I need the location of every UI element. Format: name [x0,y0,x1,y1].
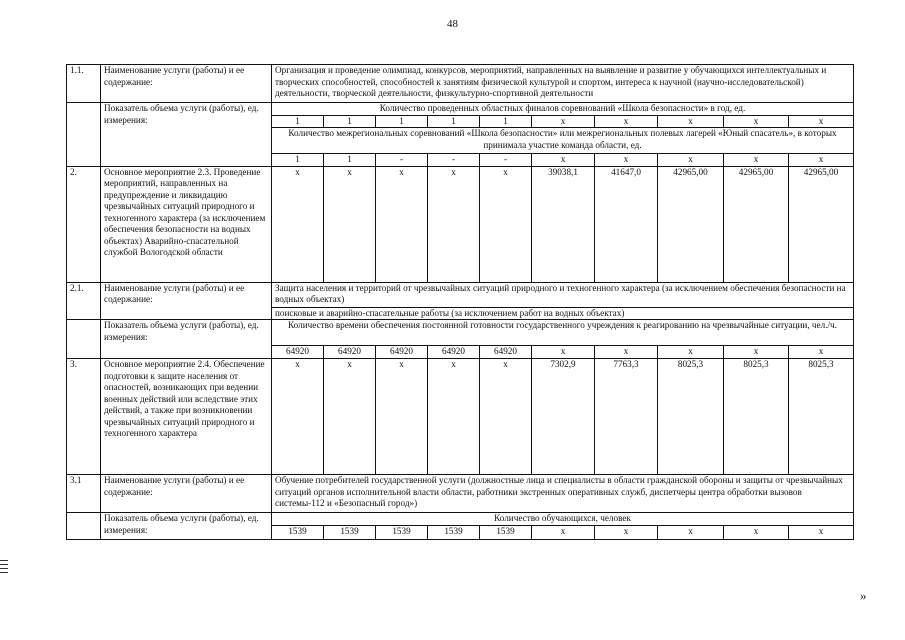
value-cell: х [658,115,724,128]
row-number: 1.1. [67,65,101,103]
program-table [66,64,854,540]
row-number: 3.1 [67,475,101,513]
value-cell: 1 [376,115,428,128]
value-cell: х [532,115,595,128]
value-cell: 41647,0 [595,166,658,282]
value-cell: х [595,346,658,359]
value-cell: 64920 [272,346,324,359]
value-cell: х [532,154,595,167]
service-name-text: Обучение потребителей государственной услуги (должностные лица и специалисты в области гражданской обороны и защиты от чрезвычайных ситуаций органов исполнительной власти области, работники экстренных оперативных служб, диспетчеры центра обработки вызовов системы-112 и «Безопасный город») [272,475,854,513]
value-cell: х [595,154,658,167]
value-cell: 1 [272,154,324,167]
indicator-title: Количество межрегиональных соревнований «Школа безопасности» или межрегиональных полевых лагерей «Юный спасатель», в которых принимала участие команда области, ед. [272,128,854,154]
row-2-1-ind-title [67,320,854,346]
value-cell: - [480,154,532,167]
value-cell: х [789,115,854,128]
value-cell: х [595,526,658,540]
value-cell: х [658,154,724,167]
value-cell: х [428,166,480,282]
value-cell: 8025,3 [789,359,854,475]
value-cell: х [324,166,376,282]
indicator-title: Количество времени обеспечения постоянной готовности государственного учреждения к реагированию на чрезвычайные ситуации, чел./ч. [272,320,854,346]
value-cell: 1 [324,115,376,128]
value-cell: 64920 [376,346,428,359]
value-cell: 1539 [428,526,480,540]
row-number: 3. [67,359,101,475]
page-number: 48 [447,18,458,30]
value-cell: 1539 [324,526,376,540]
value-cell: 1 [428,115,480,128]
value-cell: 64920 [480,346,532,359]
activity-text: Основное мероприятие 2.4. Обеспечение подготовки к защите населения от опасностей, возникающих при ведении военных действий или вследствие этих действий, а также при возникновении чрезвычайных ситуаций природного и техногенного характера [101,359,272,475]
value-cell: х [428,359,480,475]
service-name-text: Организация и проведение олимпиад, конкурсов, мероприятий, направленных на выявление и развитие у обучающихся интеллектуальных и творческих способностей, способностей к занятиям физической культурой и спортом, интереса к научной (научно-исследовательской) деятельности, творческой деятельности, физкультурно-спортивной деятельности [272,65,854,103]
row-1-1-ind1-title [67,103,854,116]
indicator-label: Показатель объема услуги (работы), ед. измерения: [101,513,272,540]
value-cell: х [789,526,854,540]
value-cell: 42965,00 [724,166,789,282]
value-cell: х [532,346,595,359]
row-2 [67,166,854,282]
value-cell: - [376,154,428,167]
value-cell: х [324,359,376,475]
row-2-1-name [67,282,854,307]
value-cell: 7763,3 [595,359,658,475]
value-cell: х [724,154,789,167]
service-name-label: Наименование услуги (работы) и ее содержание: [101,282,272,320]
value-cell: х [658,526,724,540]
closing-quote-mark: » [860,588,867,603]
value-cell: 64920 [428,346,480,359]
service-name-label: Наименование услуги (работы) и ее содержание: [101,65,272,103]
row-number: 2. [67,166,101,282]
value-cell: х [724,346,789,359]
value-cell: х [272,359,324,475]
value-cell: х [480,359,532,475]
row-number: 2.1. [67,282,101,320]
value-cell: х [480,166,532,282]
value-cell: 7302,9 [532,359,595,475]
indicator-label: Показатель объема услуги (работы), ед. измерения: [101,103,272,167]
value-cell: 64920 [324,346,376,359]
row-3-1-ind-title [67,513,854,526]
value-cell: х [724,526,789,540]
value-cell: 1 [324,154,376,167]
value-cell: х [376,166,428,282]
service-name-text-2: поисковые и аварийно-спасательные работы (за исключением работ на водных объектах) [272,307,854,320]
value-cell: 1539 [480,526,532,540]
value-cell: х [376,359,428,475]
indicator-label: Показатель объема услуги (работы), ед. измерения: [101,320,272,359]
indicator-title: Количество обучающихся, человек [272,513,854,526]
value-cell: 42965,00 [658,166,724,282]
row-3-1-name [67,475,854,513]
service-name-text: Защита населения и территорий от чрезвычайных ситуаций природного и техногенного характера (за исключением обеспечения безопасности на водных объектах) [272,282,854,307]
activity-text: Основное мероприятие 2.3. Проведение мероприятий, направленных на предупреждение и ликвидацию чрезвычайных ситуаций природного и техногенного характера (за исключением обеспечения безопасности на водных объектах) Аварийно-спасательной службой Вологодской области [101,166,272,282]
value-cell: 8025,3 [724,359,789,475]
value-cell: х [532,526,595,540]
value-cell: х [724,115,789,128]
value-cell: х [789,154,854,167]
value-cell: х [272,166,324,282]
value-cell: - [428,154,480,167]
value-cell: 39038,1 [532,166,595,282]
indicator-title: Количество проведенных областных финалов соревнований «Школа безопасности» в год, ед. [272,103,854,116]
value-cell: х [595,115,658,128]
value-cell: 8025,3 [658,359,724,475]
value-cell: 1 [480,115,532,128]
value-cell: 42965,00 [789,166,854,282]
value-cell: 1539 [272,526,324,540]
row-3 [67,359,854,475]
row-1-1-name [67,65,854,103]
value-cell: х [658,346,724,359]
value-cell: х [789,346,854,359]
value-cell: 1539 [376,526,428,540]
binding-marks [0,560,8,576]
service-name-label: Наименование услуги (работы) и ее содержание: [101,475,272,513]
value-cell: 1 [272,115,324,128]
